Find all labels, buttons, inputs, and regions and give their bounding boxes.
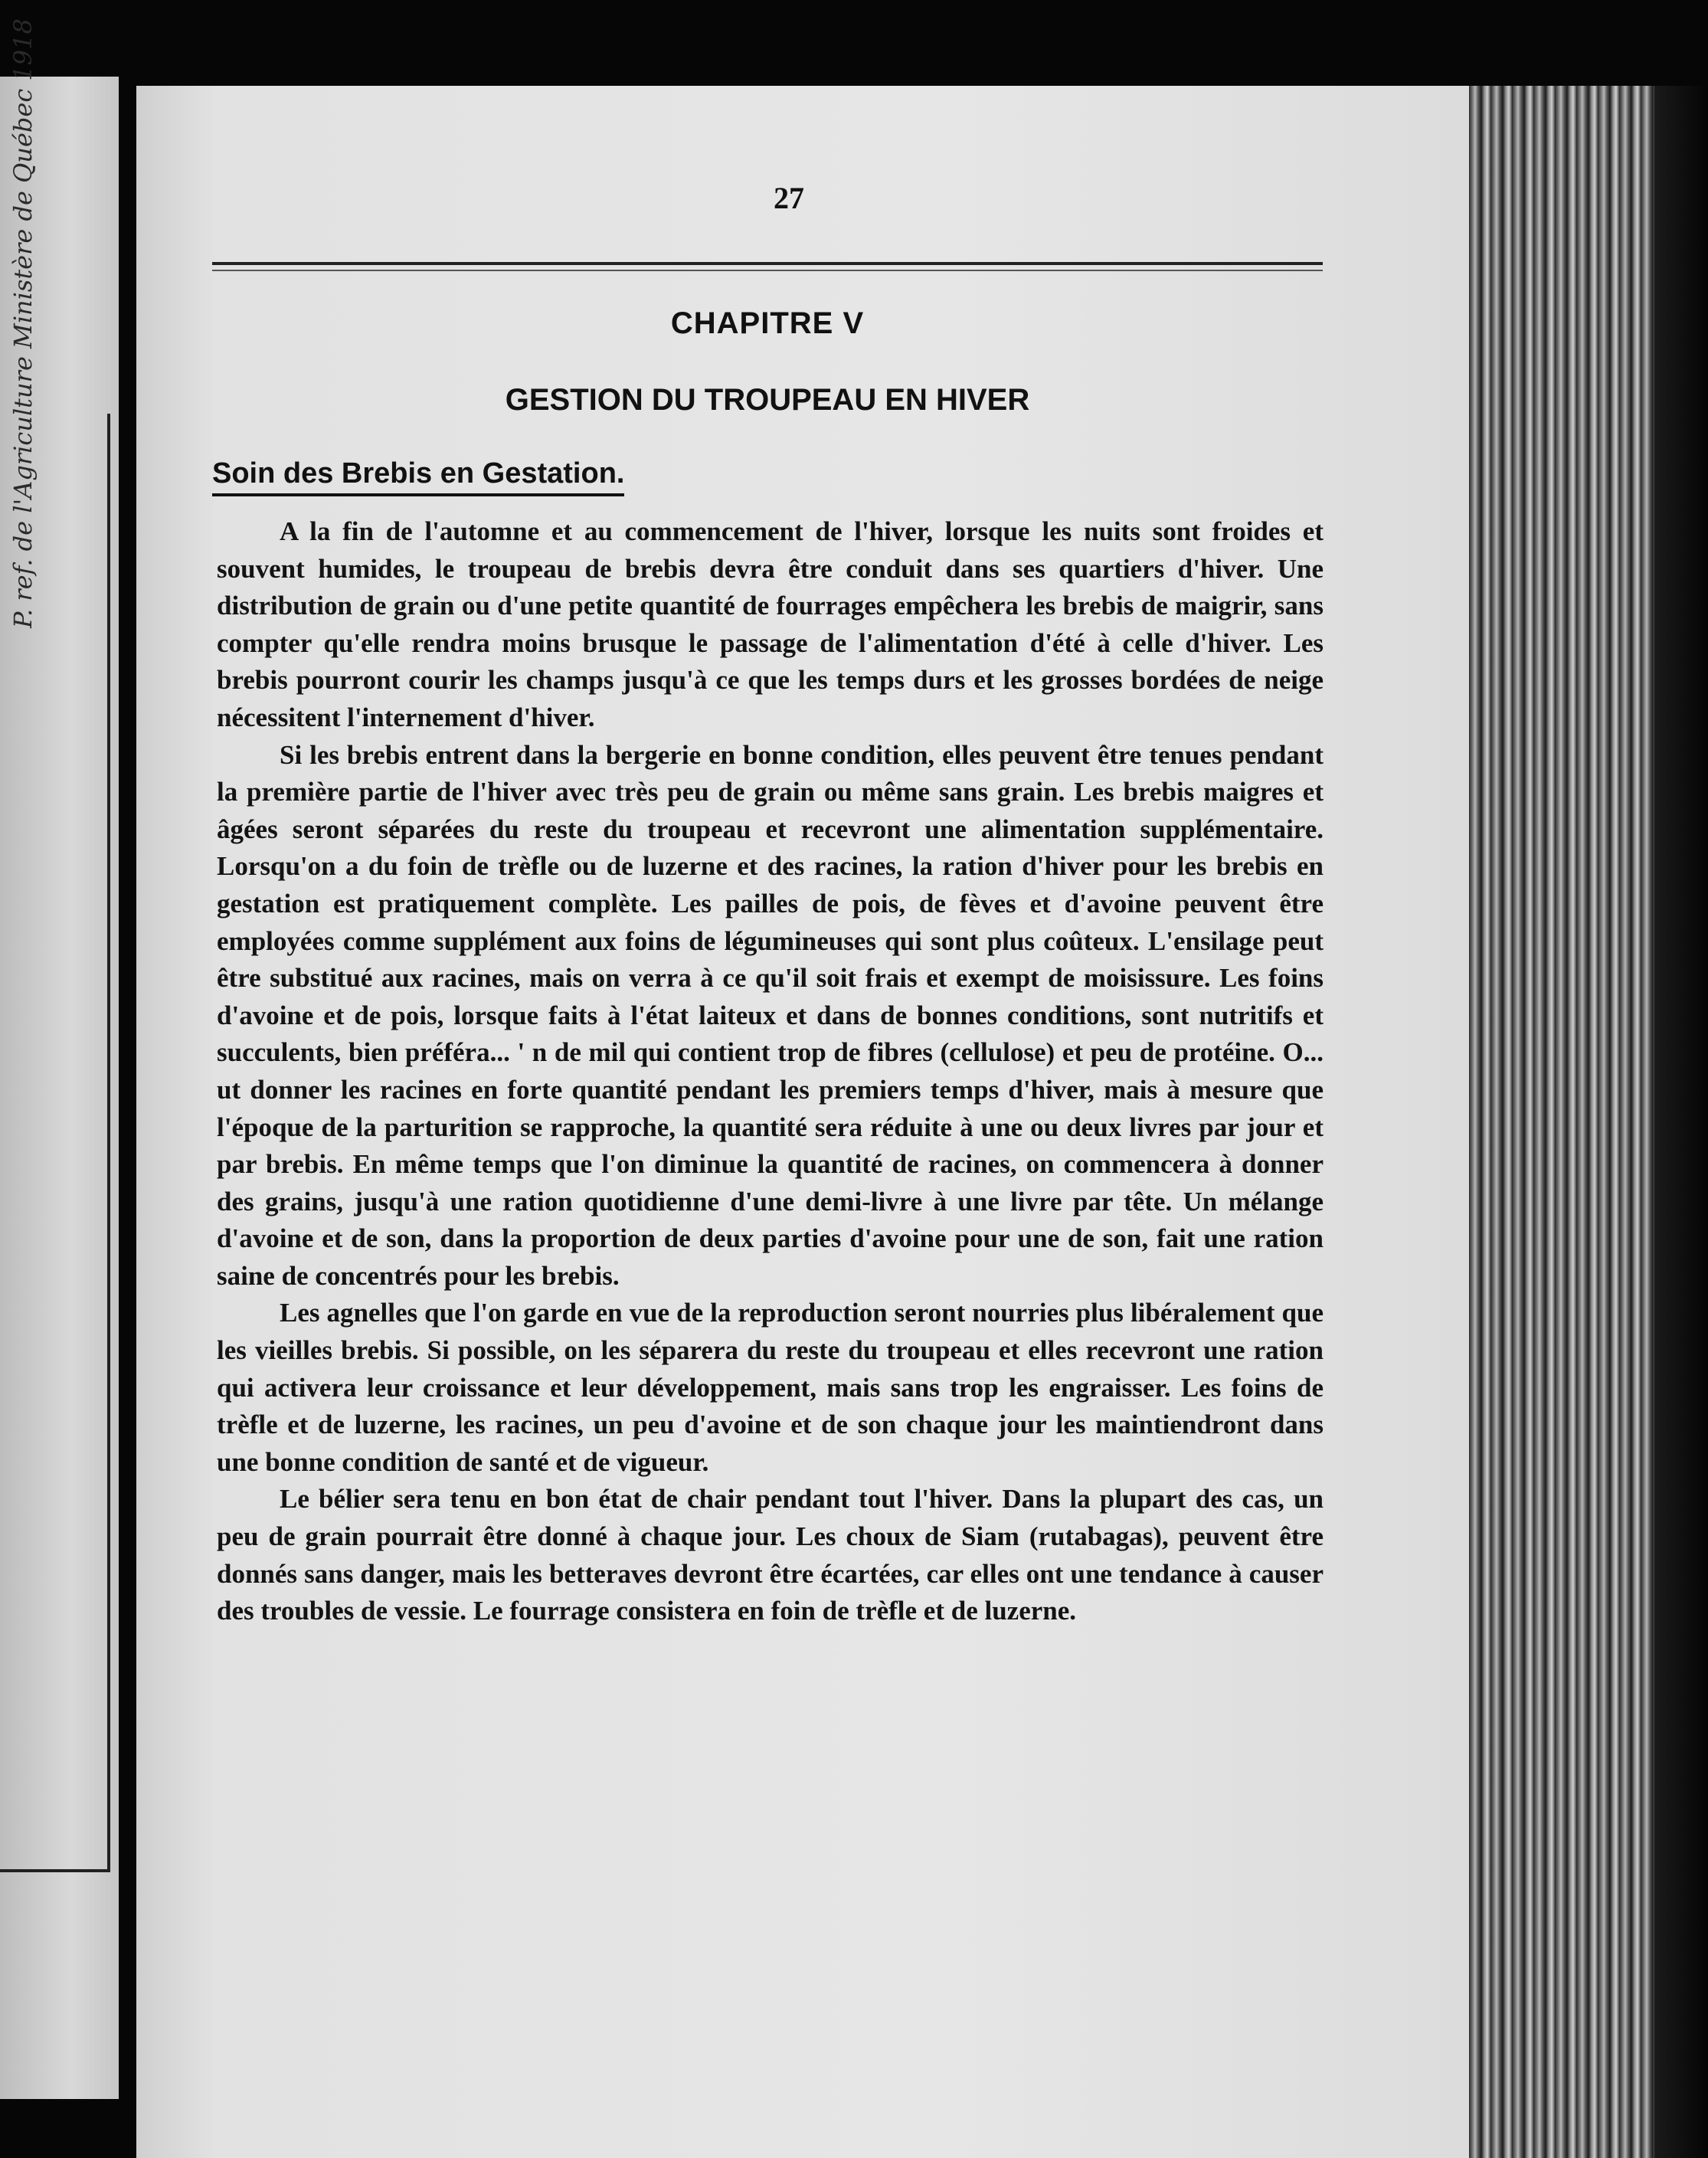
paragraph: Si les brebis entrent dans la bergerie en bonne condition, elles peuvent être tenues pendant la première partie de l'hiver avec très peu de grain ou même sans grain. Les brebis maigres et âgées seront séparées du reste du troupeau et recevront une alimentation supplémentaire. Lorsqu'on a du foin de trèfle ou de luzerne et des racines, la ration d'hiver pour les brebis en gestation est pratiquement complète. Les pailles de pois, de fèves et d'avoine peuvent être employées comme supplément aux foins de légumineuses qui sont plus coûteux. L'ensilage peut être substitué aux racines, mais on verra à ce qu'il soit frais et exempt de moisissure. Les foins d'avoine et de pois, lorsque faits à l'état laiteux et dans de bonnes conditions, sont nutritifs et succulents, bien préféra... ' n de mil qui contient trop de fibres (cellulose) et peu de protéine. O... ut donner les racines en forte quantité pendant les premiers temps d'hiver, mais à mesure que l'époque de la parturition se rapproche, la quantité sera réduite à une ou deux livres par jour et par brebis. En même temps que l'on diminue la quantité de racines, on commencera à donner des grains, jusqu'à une ration quotidienne d'une demi-livre à une livre par tête. Un mélange d'avoine et de son, dans la proportion de deux parties d'avoine pour une de son, fait une ration saine de concentrés pour les brebis. (217, 739, 1324, 1291)
section-heading: Soin des Brebis en Gestation. (212, 457, 624, 496)
handwritten-margin-note: P. ref. de l'Agriculture Ministère de Québec 1918 (8, 18, 38, 628)
header-rule (212, 262, 1323, 265)
paragraph: A la fin de l'automne et au commencement de l'hiver, lorsque les nuits sont froides et souvent humides, le troupeau de brebis devra être conduit dans ses quartiers d'hiver. Une distribution de grain ou d'une petite quantité de fourrages empêchera les brebis de maigrir, sans compter qu'elle rendra moins brusque le passage de l'alimentation d'été à celle d'hiver. Les brebis pourront courir les champs jusqu'à ce que les temps durs et les grosses bordées de neige nécessitent l'internement d'hiver. (217, 516, 1324, 732)
chapter-title: CHAPITRE V (670, 306, 865, 340)
book-spine-shadow (1654, 86, 1708, 2158)
header-rule-thin (212, 270, 1323, 271)
paragraph: Le bélier sera tenu en bon état de chair pendant tout l'hiver. Dans la plupart des cas, un peu de grain pourrait être donné à chaque jour. Les choux de Siam (rutabagas), peuvent être donnés sans danger, mais les betteraves devront être écartées, car elles ont une tendance à causer des troubles de vessie. Le fourrage consistera en foin de trèfle et de luzerne. (217, 1484, 1324, 1626)
left-page-edge (0, 18, 119, 2099)
left-page-border (0, 414, 110, 1872)
chapter-subtitle: GESTION DU TROUPEAU EN HIVER (505, 383, 1030, 417)
body-text (217, 513, 1324, 1630)
paragraph: Les agnelles que l'on garde en vue de la reproduction seront nourries plus libéralement que les vieilles brebis. Si possible, on les séparera du reste du troupeau et elles recevront une ration qui activera leur croissance et leur développement, mais sans trop les engraisser. Les foins de trèfle et de luzerne, les racines, un peu d'avoine et de son chaque jour les maintiendront dans une bonne condition de santé et de vigueur. (217, 1298, 1324, 1477)
page-number: 27 (774, 181, 804, 215)
page-stack-edges (1469, 86, 1708, 2158)
